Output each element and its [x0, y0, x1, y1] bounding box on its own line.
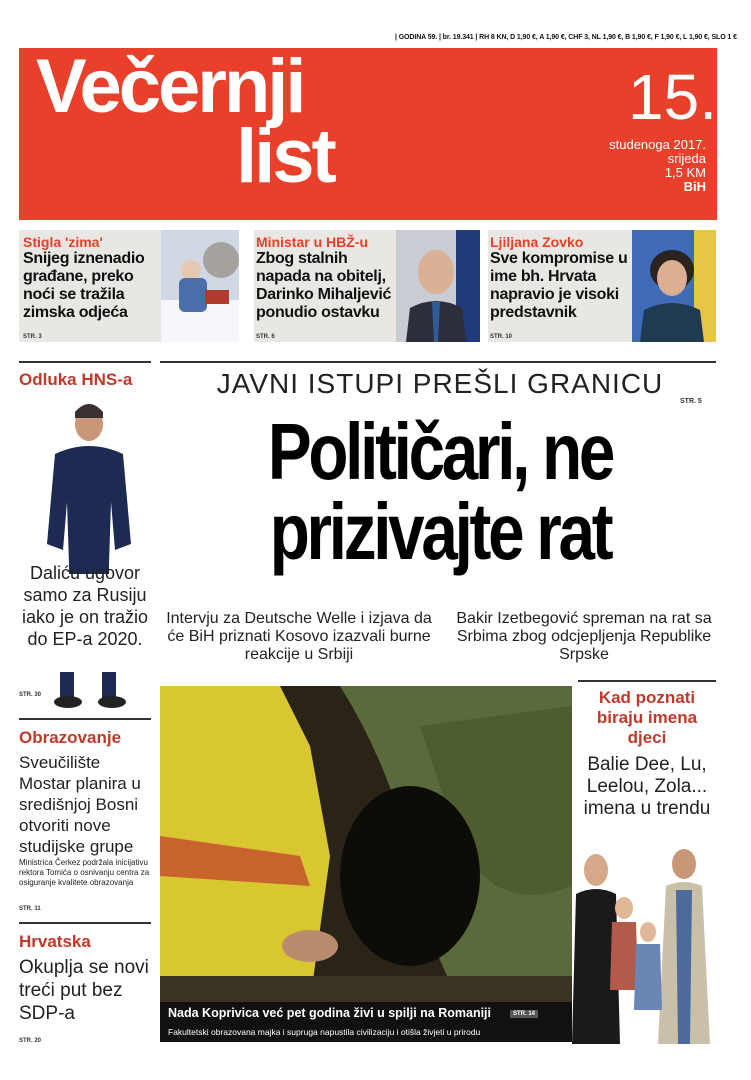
main-headline[interactable]	[210, 407, 669, 576]
section-title-croatia: Hrvatska	[19, 932, 91, 951]
overline: JAVNI ISTUPI PREŠLI GRANICU	[216, 368, 664, 399]
price: 1,5 KM	[664, 165, 706, 180]
date-info	[580, 138, 706, 194]
teaser-text: Sve kompromise u ime bh. Hrvata napravio je visoki predstavnik	[490, 250, 628, 321]
divider	[19, 718, 151, 720]
logo-line1: Večernji	[36, 44, 304, 129]
teaser-page: STR. 10	[490, 334, 513, 340]
teaser-text: Zbog stalnih napada na obitelj, Darinko Mihaljević ponudio ostavku	[256, 250, 392, 321]
left-story-2-page: STR. 11	[19, 906, 41, 912]
logo-line2: list	[236, 114, 334, 199]
cave-subcaption: Fakultetski obrazovana majka i supruga napustila civilizaciju i otišla živjeti u prirodu	[168, 1027, 481, 1037]
teaser-kicker: Ministar u HBŽ-u	[256, 234, 368, 250]
teaser-kicker: Ljiljana Zovko	[490, 234, 584, 250]
section-title-education: Obrazovanje	[19, 728, 122, 747]
teaser-3[interactable]	[488, 230, 716, 342]
teaser-page: STR. 3	[23, 334, 42, 340]
sub-right: Bakir Izetbegović spreman na rat sa Srbima zbog odcjepljenja Republike Srpske	[456, 610, 712, 663]
headline-line1: Političari, ne	[267, 407, 613, 496]
cave-caption: Nada Koprivica već pet godina živi u spilji na Romaniji	[168, 1006, 491, 1020]
teaser-1[interactable]	[19, 230, 239, 342]
teaser-2[interactable]	[254, 230, 480, 342]
left-story-2-text[interactable]: Sveučilište Mostar planira u središnjoj Bosni otvoriti nove studijske grupe	[19, 753, 141, 856]
cave-caption-bar	[160, 1002, 572, 1042]
month-year: studenoga 2017.	[609, 137, 706, 152]
celebrity-photo	[572, 840, 716, 1044]
cave-page: STR. 14	[510, 1010, 538, 1018]
cave-photo[interactable]	[160, 686, 572, 1002]
weekday: srijeda	[667, 151, 706, 166]
headline-line2: prizivajte rat	[269, 487, 611, 576]
section-title-hns: Odluka HNS-a	[19, 370, 133, 389]
dalic-photo	[19, 394, 151, 706]
left-story-3-page: STR. 20	[19, 1038, 42, 1044]
zovko-photo	[632, 230, 716, 342]
divider	[160, 361, 716, 363]
minister-photo	[396, 230, 480, 342]
left-story-1-text[interactable]: Daliću ugovor samo za Rusiju iako je on tražio do EP-a 2020.	[21, 563, 149, 649]
logo[interactable]	[36, 44, 334, 199]
snow-photo	[161, 230, 239, 342]
teaser-text: Snijeg iznenadio građane, preko noći se tražila zimska odjeća	[23, 250, 145, 321]
left-story-3-text[interactable]: Okuplja se novi treći put bez SDP-a	[19, 957, 149, 1024]
dalic-legs	[40, 672, 140, 712]
date-day: 15.	[628, 61, 717, 133]
divider	[19, 361, 151, 363]
teaser-page: STR. 6	[256, 334, 275, 340]
overline-page: STR. 5	[680, 398, 702, 405]
teaser-kicker: Stigla 'zima'	[23, 234, 103, 250]
right-title: Kad poznati biraju imena djeci	[596, 688, 698, 747]
issue-info: | GODINA 59. | br. 19.341 | RH 8 KN, D 1,90 €, A 1,90 €, CHF 3, NL 1,90 €, B 1,90 €, F 1,90 €, L 1,90 €, SLO 1 €	[395, 34, 737, 41]
sub-left: Intervju za Deutsche Welle i izjava da će BiH priznati Kosovo izazvali burne reakcije u Srbiji	[166, 610, 432, 663]
left-story-2-small: Ministrica Čerkez podržala inicijativu rektora Tomića o osnivanju centra za osiguranje kvalitete obrazovanja	[19, 858, 150, 887]
right-text[interactable]: Balie Dee, Lu, Leelou, Zola... imena u trendu	[583, 754, 711, 819]
edition: BiH	[683, 179, 706, 194]
divider	[578, 680, 716, 682]
left-story-1-page: STR. 30	[19, 692, 42, 698]
divider	[19, 922, 151, 924]
